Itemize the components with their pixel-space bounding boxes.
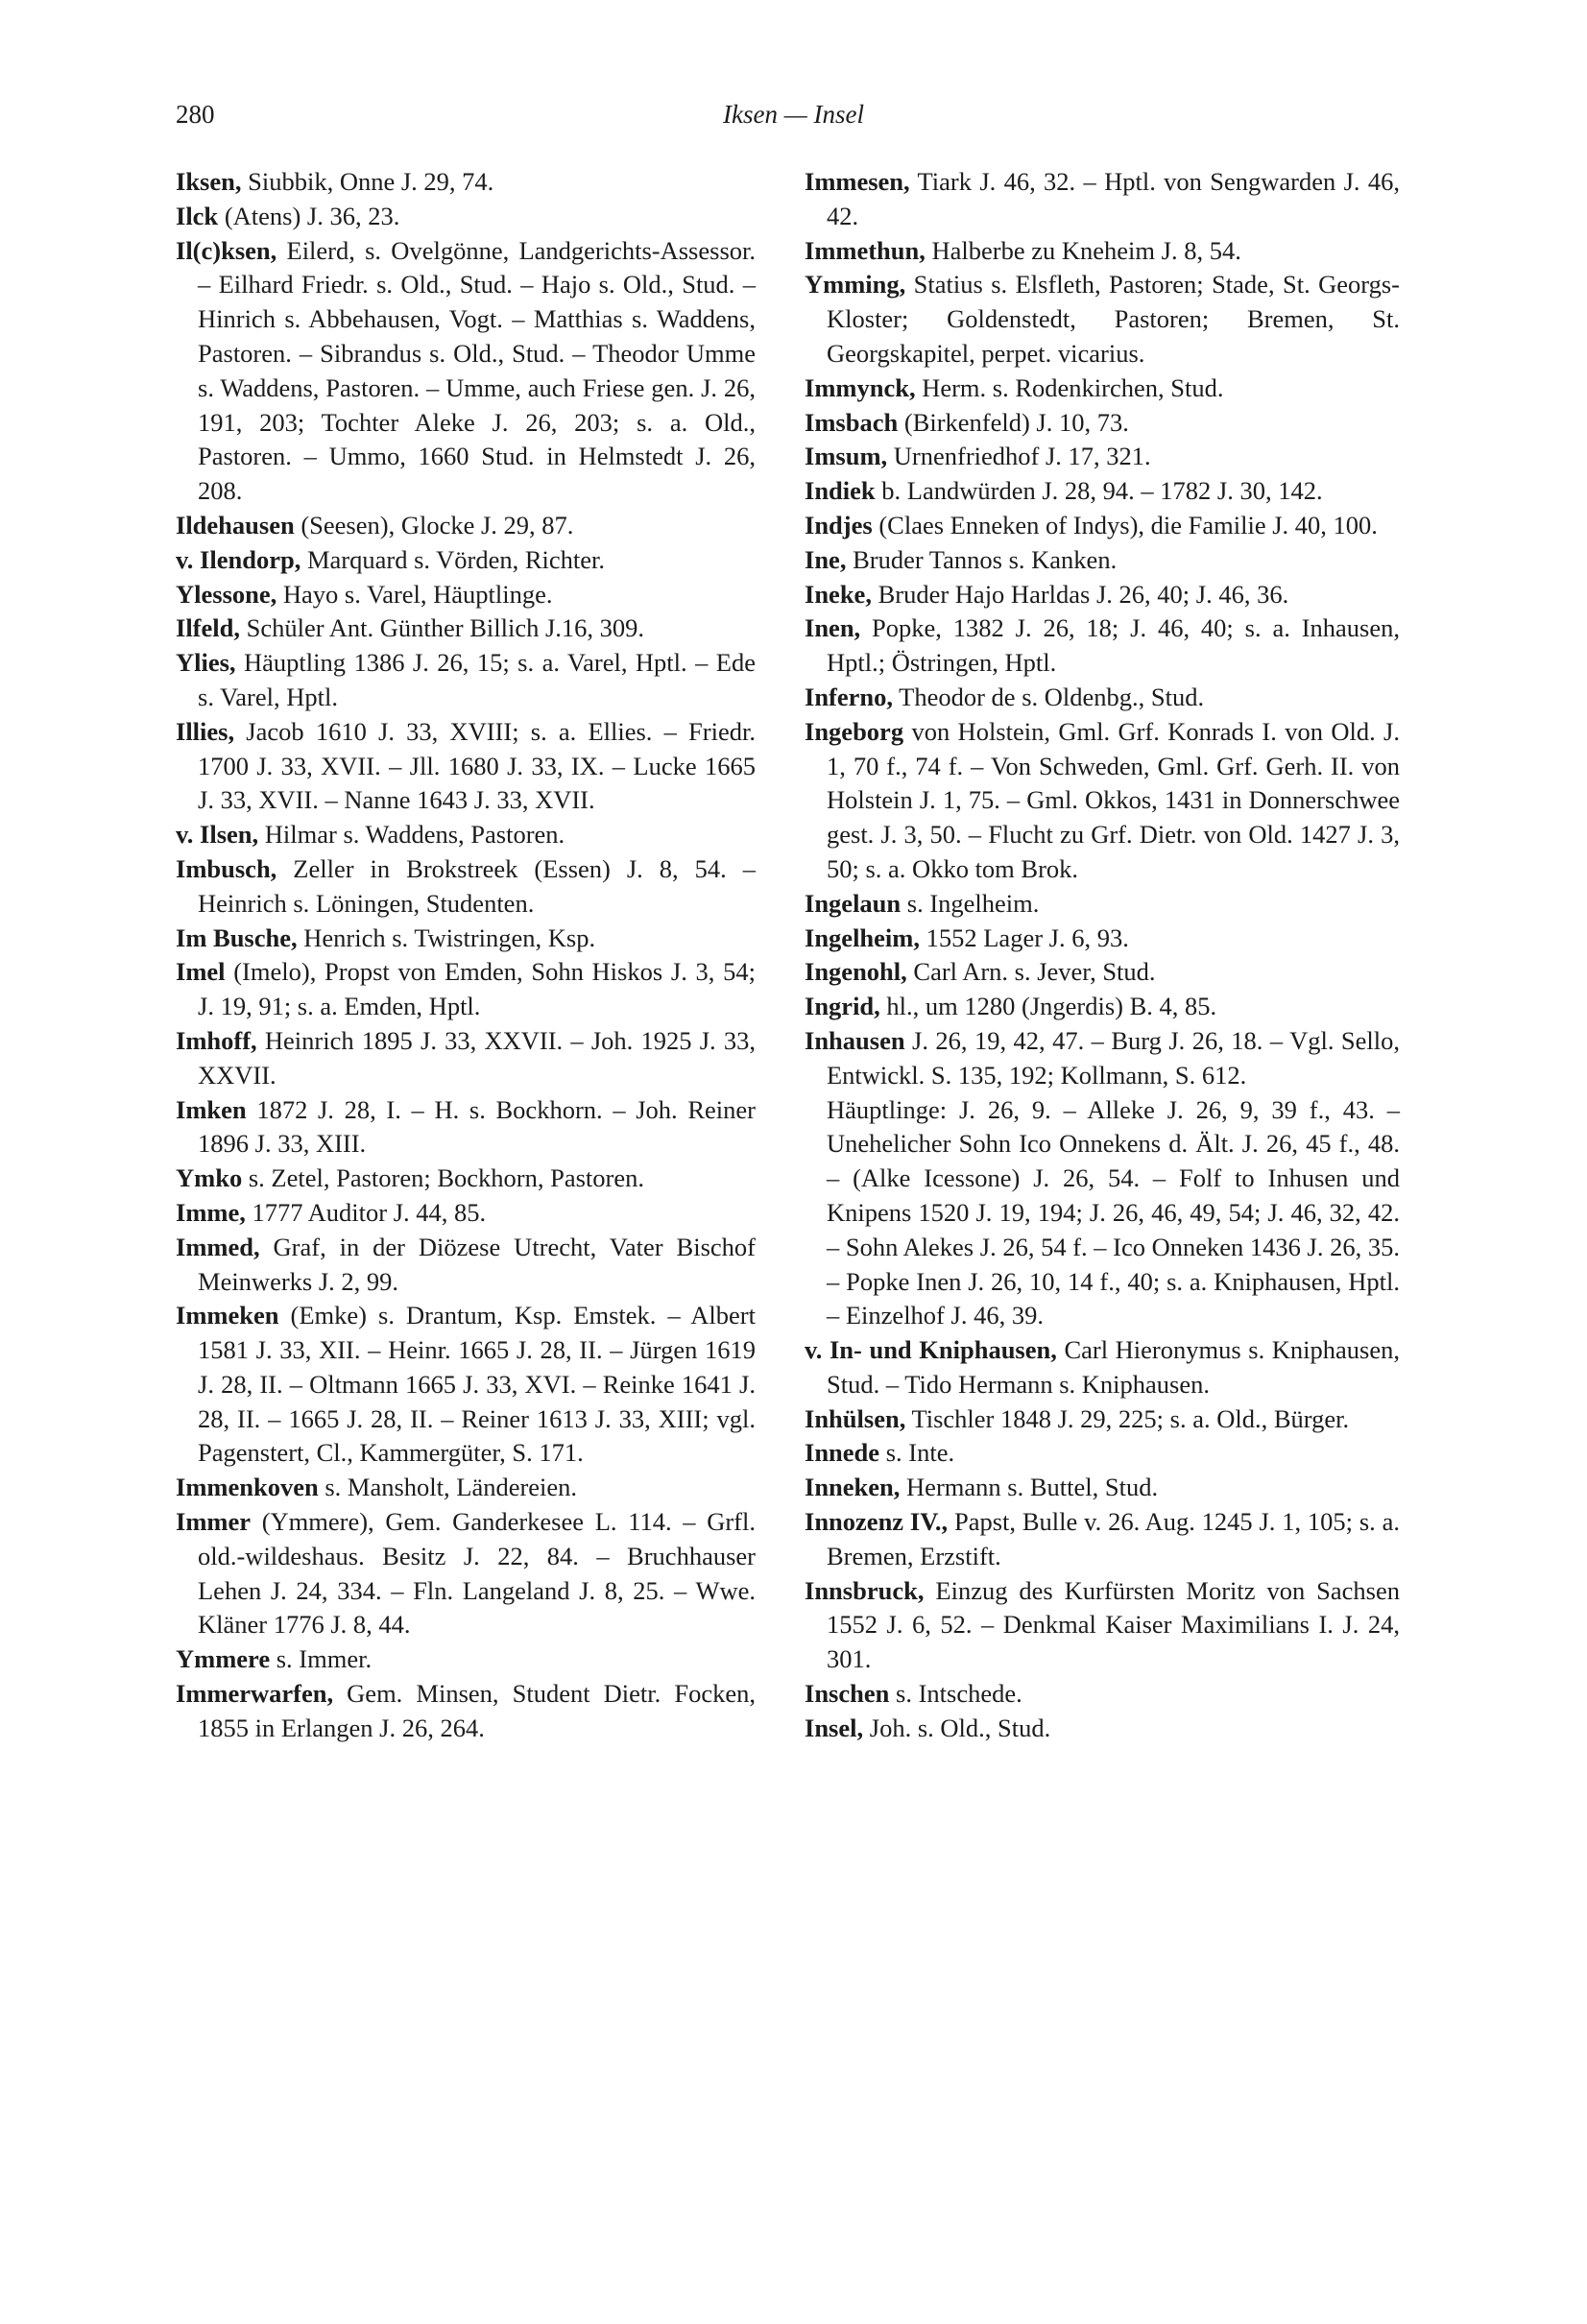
entry-text: (Claes Enneken of Indys), die Familie J. 40, 100.: [872, 510, 1378, 539]
entry-headword: v. Ilsen,: [176, 820, 259, 850]
entry-text: Tischler 1848 J. 29, 225; s. a. Old., Bürger.: [905, 1403, 1350, 1433]
entry-headword: Inhülsen,: [805, 1403, 906, 1433]
entry-headword: Imbusch,: [176, 853, 277, 883]
entry-headword: Immethun,: [805, 235, 926, 265]
entry-headword: Inhausen: [805, 1025, 905, 1055]
entry-text: Gem. Minsen, Student Dietr. Focken, 1855 in Erlangen J. 26, 264.: [198, 1679, 756, 1742]
index-entry: [176, 1024, 756, 1093]
index-entry: [176, 611, 756, 646]
index-entry: [176, 1642, 756, 1677]
index-entry: [805, 406, 1400, 441]
index-entry: [176, 578, 756, 612]
index-entry: [805, 715, 1400, 887]
index-entry: [805, 440, 1400, 474]
entry-headword: Imsum,: [805, 442, 888, 471]
entry-text: Herm. s. Rodenkirchen, Stud.: [915, 372, 1224, 402]
entry-text: Tiark J. 46, 32. – Hptl. von Sengwarden J. 46, 42.: [827, 167, 1400, 230]
index-entry: [805, 1574, 1400, 1677]
index-entry: [176, 165, 756, 200]
entry-headword: Indjes: [805, 510, 873, 539]
entry-headword: Inferno,: [805, 682, 894, 711]
entry-headword: Ingenohl,: [805, 957, 907, 987]
entry-headword: Iksen,: [176, 167, 242, 196]
entry-text: Joh. s. Old., Stud.: [863, 1713, 1051, 1742]
entry-text: Häuptling 1386 J. 26, 15; s. a. Varel, Hptl. – Ede s. Varel, Hptl.: [198, 648, 756, 711]
index-entry: [805, 474, 1400, 509]
entry-text: (Seesen), Glocke J. 29, 87.: [294, 510, 574, 539]
entry-text: Carl Arn. s. Jever, Stud.: [906, 957, 1156, 987]
index-entry: [805, 1024, 1400, 1093]
entry-text: Hilmar s. Waddens, Pastoren.: [258, 820, 565, 850]
index-entry: [176, 1505, 756, 1642]
entry-text: Halberbe zu Kneheim J. 8, 54.: [925, 235, 1241, 265]
index-entry: [176, 955, 756, 1024]
entry-headword: Imel: [176, 957, 226, 987]
entry-headword: Immenkoven: [176, 1473, 319, 1502]
entry-text: s. Ingelheim.: [901, 888, 1040, 918]
entry-text: von Holstein, Gml. Grf. Konrads I. von Old. J. 1, 70 f., 74 f. – Von Schweden, Gml. Grf. Gerh. II. von Holstein J. 1, 75. – Gml. Okkos, 1431 in Donnerschwee gest. J. 3, 50. – Flucht zu Grf. Dietr. von Old. 1427 J. 3, 50; s. a. Okko tom Brok.: [827, 716, 1400, 883]
index-entry: [805, 165, 1400, 234]
entry-headword: Inschen: [805, 1679, 890, 1709]
index-entry: [805, 1471, 1400, 1505]
index-entry: [805, 922, 1400, 956]
entry-text: 1552 Lager J. 6, 93.: [920, 922, 1129, 952]
index-entry: [805, 611, 1400, 681]
index-entry: [805, 1333, 1400, 1402]
entry-text: Eilerd, s. Ovelgönne, Landgerichts-Assessor. – Eilhard Friedr. s. Old., Stud. – Hajo s. Old., Stud. – Hinrich s. Abbehausen, Vogt. – Matthias s. Waddens, Pastoren. – Sibrandus s. Old., Stud. – Theodor Umme s. Waddens, Pastoren. – Umme, auch Friese gen. J. 26, 191, 203; Tochter Aleke J. 26, 203; s. a. Old., Pastoren. – Ummo, 1660 Stud. in Helmstedt J. 26, 208.: [198, 235, 756, 506]
entry-text: 1777 Auditor J. 44, 85.: [245, 1197, 487, 1227]
entry-headword: Ingeborg: [805, 716, 904, 746]
entry-text: Bruder Tannos s. Kanken.: [846, 544, 1118, 574]
index-entry: [176, 1299, 756, 1471]
entry-headword: Immer: [176, 1507, 251, 1537]
entry-headword: Il(c)ksen,: [176, 235, 277, 265]
index-entry: [805, 1505, 1400, 1574]
entry-text: Theodor de s. Oldenbg., Stud.: [893, 682, 1205, 711]
entry-headword: v. Ilendorp,: [176, 544, 301, 574]
entry-headword: Inen,: [805, 613, 861, 643]
entry-text: (Atens) J. 36, 23.: [218, 201, 400, 230]
page-header: [176, 100, 1411, 138]
entry-text: s. Immer.: [270, 1644, 373, 1674]
index-entry: [176, 646, 756, 715]
entry-headword: Immeken: [176, 1301, 279, 1330]
entry-text: b. Landwürden J. 28, 94. – 1782 J. 30, 142.: [875, 476, 1323, 506]
entry-text: Einzug des Kurfürsten Moritz von Sachsen 1552 J. 6, 52. – Denkmal Kaiser Maximilians I. J. 24, 301.: [827, 1575, 1400, 1674]
entry-text: Häuptlinge: J. 26, 9. – Alleke J. 26, 9, 39 f., 43. – Unehelicher Sohn Ico Onnekens d. Ält. J. 26, 45 f., 48. – (Alke Icessone) J. 26, 54. – Folf to Inhusen und Knipens 1520 J. 19, 194; J. 26, 46, 49, 54; J. 46, 32, 42. – Sohn Alekes J. 26, 54 f. – Ico Onneken 1436 J. 26, 35. – Popke Inen J. 26, 10, 14 f., 40; s. a. Kniphausen, Hptl. – Einzelhof J. 46, 39.: [827, 1094, 1400, 1330]
index-entry: [805, 509, 1400, 543]
entry-text: Carl Hieronymus s. Kniphausen, Stud. – Tido Hermann s. Kniphausen.: [827, 1335, 1400, 1399]
entry-text: Hermann s. Buttel, Stud.: [900, 1473, 1159, 1502]
entry-headword: v. In- und Kniphausen,: [805, 1335, 1057, 1365]
entry-headword: Ingrid,: [805, 992, 880, 1021]
entry-text: Henrich s. Twistringen, Ksp.: [297, 922, 596, 952]
entry-headword: Ingelaun: [805, 888, 902, 918]
entry-text: Hayo s. Varel, Häuptlinge.: [277, 579, 553, 609]
index-entry: [176, 1162, 756, 1196]
entry-headword: Ymmere: [176, 1644, 271, 1674]
entry-text: Schüler Ant. Günther Billich J.16, 309.: [240, 613, 645, 643]
index-entry: [805, 1677, 1400, 1712]
index-entry: [176, 1471, 756, 1505]
entry-text: (Emke) s. Drantum, Ksp. Emstek. – Albert 1581 J. 33, XII. – Heinr. 1665 J. 28, II. – Jürgen 1619 J. 28, II. – Oltmann 1665 J. 33, XVI. – Reinke 1641 J. 28, II. – 1665 J. 28, II. – Reiner 1613 J. 33, XIII; vgl. Pagenstert, Cl., Kammergüter, S. 171.: [198, 1301, 756, 1468]
index-entry: [805, 268, 1400, 371]
entry-text: s. Zetel, Pastoren; Bockhorn, Pastoren.: [242, 1163, 644, 1193]
entry-text: (Imelo), Propst von Emden, Sohn Hiskos J. 3, 54; J. 19, 91; s. a. Emden, Hptl.: [198, 957, 756, 1021]
index-entry: [176, 543, 756, 578]
entry-text: Urnenfriedhof J. 17, 321.: [887, 442, 1151, 471]
index-entry: [805, 234, 1400, 269]
entry-headword: Indiek: [805, 476, 876, 506]
entry-headword: Ilfeld,: [176, 613, 240, 643]
entry-headword: Immerwarfen,: [176, 1679, 334, 1709]
entry-text: (Birkenfeld) J. 10, 73.: [898, 407, 1129, 437]
entry-headword: Imsbach: [805, 407, 899, 437]
index-entry: [176, 818, 756, 852]
index-entry: [176, 1231, 756, 1300]
index-entry: [176, 715, 756, 818]
index-entry: [176, 852, 756, 922]
entry-headword: Ylessone,: [176, 579, 277, 609]
index-entry: [805, 955, 1400, 990]
entry-headword: Ymming,: [805, 270, 906, 299]
index-entry: [176, 922, 756, 956]
entry-text: Heinrich 1895 J. 33, XXVII. – Joh. 1925 J. 33, XXVII.: [198, 1025, 756, 1090]
entry-headword: Ylies,: [176, 648, 236, 678]
entry-headword: Im Busche,: [176, 922, 298, 952]
entry-text: hl., um 1280 (Jngerdis) B. 4, 85.: [879, 992, 1217, 1021]
entry-text: Popke, 1382 J. 26, 18; J. 46, 40; s. a. Inhausen, Hptl.; Östringen, Hptl.: [827, 613, 1400, 678]
index-entry: [805, 887, 1400, 922]
entry-text: 1872 J. 28, I. – H. s. Bockhorn. – Joh. Reiner 1896 J. 33, XIII.: [198, 1094, 756, 1159]
page-number: 280: [176, 100, 215, 129]
entry-headword: Ildehausen: [176, 510, 295, 539]
entry-headword: Imhoff,: [176, 1025, 257, 1055]
index-entry: [805, 990, 1400, 1024]
index-entry: [176, 509, 756, 543]
entry-text: Bruder Hajo Harldas J. 26, 40; J. 46, 36.: [871, 579, 1289, 609]
entry-text: s. Inte.: [879, 1438, 955, 1468]
entry-text: Jacob 1610 J. 33, XVIII; s. a. Ellies. – Friedr. 1700 J. 33, XVII. – Jll. 1680 J. 33, IX. – Lucke 1665 J. 33, XVII. – Nanne 1643 J. 33, XVII.: [198, 716, 756, 815]
index-entry: [805, 578, 1400, 612]
index-entry: [176, 234, 756, 509]
index-entry: [805, 1402, 1400, 1437]
left-column: [176, 165, 756, 1746]
entry-headword: Ineke,: [805, 579, 872, 609]
entry-headword: Ingelheim,: [805, 922, 920, 952]
index-entry: [176, 1677, 756, 1746]
entry-text: Siubbik, Onne J. 29, 74.: [241, 167, 494, 196]
entry-headword: Innede: [805, 1438, 880, 1468]
index-entry: [805, 1093, 1400, 1334]
entry-text: J. 26, 19, 42, 47. – Burg J. 26, 18. – Vgl. Sello, Entwickl. S. 135, 192; Kollmann, S. 612.: [827, 1025, 1400, 1090]
entry-text: Papst, Bulle v. 26. Aug. 1245 J. 1, 105; s. a. Bremen, Erzstift.: [827, 1507, 1400, 1570]
right-column: [805, 165, 1400, 1746]
entry-headword: Insel,: [805, 1713, 864, 1742]
entry-text: (Ymmere), Gem. Ganderkesee L. 114. – Grfl. old.-wildeshaus. Besitz J. 22, 84. – Bruchhauser Lehen J. 24, 334. – Fln. Langeland J. 8, 25. – Wwe. Kläner 1776 J. 8, 44.: [198, 1507, 756, 1640]
entry-text: Marquard s. Vörden, Richter.: [301, 544, 606, 574]
entry-headword: Illies,: [176, 716, 235, 746]
entry-headword: Innsbruck,: [805, 1575, 925, 1605]
entry-text: Statius s. Elsfleth, Pastoren; Stade, St. Georgs-Kloster; Goldenstedt, Pastoren; Bremen, St. Georgskapitel, perpet. vicarius.: [827, 270, 1400, 368]
entry-headword: Inneken,: [805, 1473, 901, 1502]
entry-headword: Ymko: [176, 1163, 243, 1193]
entry-text: Graf, in der Diözese Utrecht, Vater Bischof Meinwerks J. 2, 99.: [198, 1232, 756, 1296]
entry-headword: Immynck,: [805, 372, 916, 402]
index-entry: [805, 681, 1400, 715]
running-title: Iksen — Insel: [723, 100, 864, 129]
entry-text: s. Intschede.: [889, 1679, 1022, 1709]
index-entry: [176, 1093, 756, 1162]
index-entry: [805, 371, 1400, 406]
entry-headword: Innozenz IV.,: [805, 1507, 949, 1537]
entry-headword: Imme,: [176, 1197, 246, 1227]
entry-text: Zeller in Brokstreek (Essen) J. 8, 54. – Heinrich s. Löningen, Studenten.: [198, 853, 756, 918]
index-entry: [805, 543, 1400, 578]
index-entry: [805, 1436, 1400, 1471]
index-entry: [176, 1196, 756, 1231]
entry-headword: Imken: [176, 1094, 247, 1124]
entry-headword: Ilck: [176, 201, 219, 230]
entry-text: s. Mansholt, Ländereien.: [318, 1473, 578, 1502]
entry-headword: Immesen,: [805, 167, 910, 196]
index-entry: [805, 1712, 1400, 1746]
index-entry: [176, 200, 756, 234]
entry-headword: Ine,: [805, 544, 847, 574]
entry-headword: Immed,: [176, 1232, 260, 1261]
